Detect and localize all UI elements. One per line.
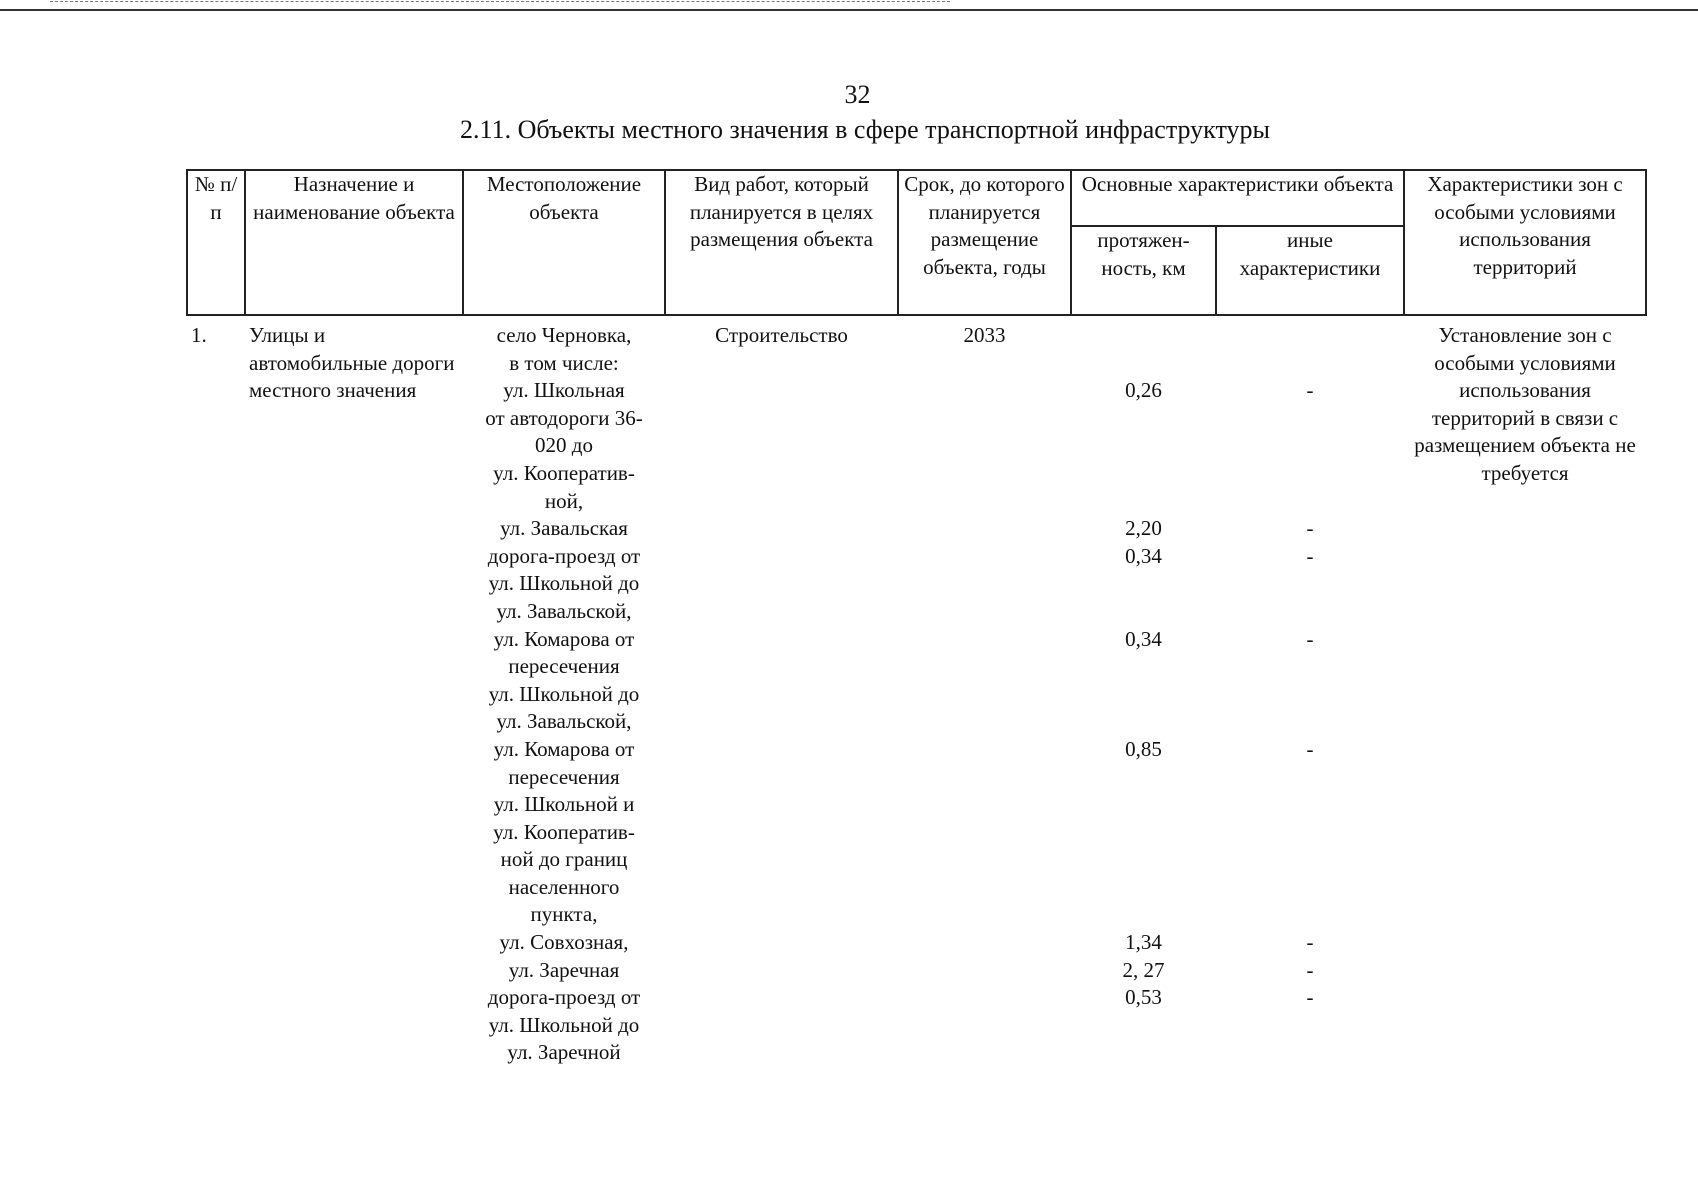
length-value: 0,85 <box>1125 736 1162 761</box>
location-line: ной, <box>544 488 584 513</box>
other-characteristic-value <box>1220 570 1400 598</box>
length-value: 0,53 <box>1125 985 1162 1010</box>
length-value: 0,26 <box>1125 378 1162 403</box>
header-deadline: Срок, до которого планируется размещение объекта, годы <box>898 170 1071 315</box>
length-value <box>1075 570 1212 598</box>
other-characteristic-value <box>1220 598 1400 626</box>
length-value: 0,34 <box>1125 626 1162 651</box>
location-line: ул. Школьной до <box>488 1012 640 1037</box>
other-characteristic-value: - <box>1306 626 1314 651</box>
location-line: ул. Комарова от <box>493 626 635 651</box>
header-location: Местоположение объекта <box>463 170 665 315</box>
top-dashed-rule <box>50 1 950 2</box>
length-value <box>1075 405 1212 433</box>
row-length <box>1071 315 1216 1067</box>
row-zones: Установление зон с особыми условиями использования территорий в связи с размещением объекта не требуется <box>1404 315 1646 1067</box>
header-purpose: Назначение и наименование объекта <box>245 170 463 315</box>
row-deadline: 2033 <box>898 315 1071 1067</box>
top-rule <box>0 9 1698 11</box>
length-value <box>1075 460 1212 488</box>
location-line: населенного <box>508 874 620 899</box>
other-characteristic-value: - <box>1306 957 1314 982</box>
location-line: ул. Школьной до <box>488 571 640 596</box>
length-value <box>1075 819 1212 847</box>
header-other-characteristics: иные характеристики <box>1216 226 1404 315</box>
other-characteristic-value <box>1220 460 1400 488</box>
other-characteristic-value <box>1220 819 1400 847</box>
other-characteristic-value <box>1220 653 1400 681</box>
other-characteristic-value <box>1220 791 1400 819</box>
other-characteristic-value <box>1220 350 1400 378</box>
location-line: в том числе: <box>509 350 619 375</box>
header-main-characteristics: Основные характеристики объекта <box>1071 170 1404 226</box>
other-characteristic-value: - <box>1306 985 1314 1010</box>
location-line: ул. Школьная <box>503 378 625 403</box>
location-line: дорога-проезд от <box>487 985 641 1010</box>
location-line: ной до границ <box>500 847 628 872</box>
location-line: ул. Школьной и <box>493 792 635 817</box>
length-value <box>1075 488 1212 516</box>
length-value <box>1075 846 1212 874</box>
other-characteristic-value <box>1220 901 1400 929</box>
other-characteristic-value <box>1220 874 1400 902</box>
length-value <box>1075 901 1212 929</box>
other-characteristic-value: - <box>1306 736 1314 761</box>
transport-objects-table <box>186 169 1647 1067</box>
other-characteristic-value: - <box>1306 378 1314 403</box>
location-line: ул. Кооператив- <box>493 819 635 844</box>
length-value: 2, 27 <box>1122 957 1165 982</box>
location-line: пересечения <box>508 764 620 789</box>
row-other-characteristics <box>1216 315 1404 1067</box>
other-characteristic-value <box>1220 708 1400 736</box>
row-work-type: Строительство <box>665 315 898 1067</box>
location-line: ул. Школьной до <box>488 681 640 706</box>
length-value <box>1075 598 1212 626</box>
length-value <box>1075 791 1212 819</box>
length-value <box>1075 681 1212 709</box>
location-line: ул. Кооператив- <box>493 460 635 485</box>
location-line: ул. Завальская <box>500 516 628 541</box>
page-number: 32 <box>844 80 871 109</box>
other-characteristic-value: - <box>1306 543 1314 568</box>
other-characteristic-value <box>1220 405 1400 433</box>
other-characteristic-value <box>1220 764 1400 792</box>
row-location <box>463 315 665 1067</box>
length-value <box>1075 350 1212 378</box>
header-num: № п/п <box>187 170 245 315</box>
location-line: 020 до <box>535 433 593 458</box>
location-line: дорога-проезд от <box>487 543 641 568</box>
length-value <box>1075 322 1212 350</box>
location-line: ул. Заречной <box>507 1040 621 1065</box>
location-line: ул. Комарова от <box>493 736 635 761</box>
other-characteristic-value <box>1220 681 1400 709</box>
location-line: пункта, <box>530 902 598 927</box>
section-title: 2.11. Объекты местного значения в сфере транспортной инфраструктуры <box>460 115 1270 144</box>
other-characteristic-value <box>1220 322 1400 350</box>
length-value <box>1075 653 1212 681</box>
other-characteristic-value: - <box>1306 930 1314 955</box>
table-row <box>187 315 1646 1067</box>
other-characteristic-value <box>1220 488 1400 516</box>
header-length: протяжен- ность, км <box>1071 226 1216 315</box>
length-value: 1,34 <box>1125 930 1162 955</box>
location-line: ул. Завальской, <box>496 598 632 623</box>
location-line: ул. Совхозная, <box>499 930 629 955</box>
length-value: 0,34 <box>1125 543 1162 568</box>
header-work-type: Вид работ, который планируется в целях размещения объекта <box>665 170 898 315</box>
location-line: ул. Завальской, <box>496 709 632 734</box>
length-value <box>1075 432 1212 460</box>
length-value: 2,20 <box>1125 516 1162 541</box>
other-characteristic-value <box>1220 432 1400 460</box>
header-zones: Характеристики зон с особыми условиями использования территорий <box>1404 170 1646 315</box>
length-value <box>1075 764 1212 792</box>
location-line: ул. Заречная <box>508 957 620 982</box>
length-value <box>1075 874 1212 902</box>
other-characteristic-value: - <box>1306 516 1314 541</box>
location-line: от автодороги 36- <box>485 405 643 430</box>
length-value <box>1075 708 1212 736</box>
row-num: 1. <box>187 315 245 1067</box>
row-purpose: Улицы и автомобильные дороги местного значения <box>245 315 463 1067</box>
location-line: пересечения <box>508 654 620 679</box>
other-characteristic-value <box>1220 846 1400 874</box>
location-line: село Черновка, <box>496 323 632 347</box>
